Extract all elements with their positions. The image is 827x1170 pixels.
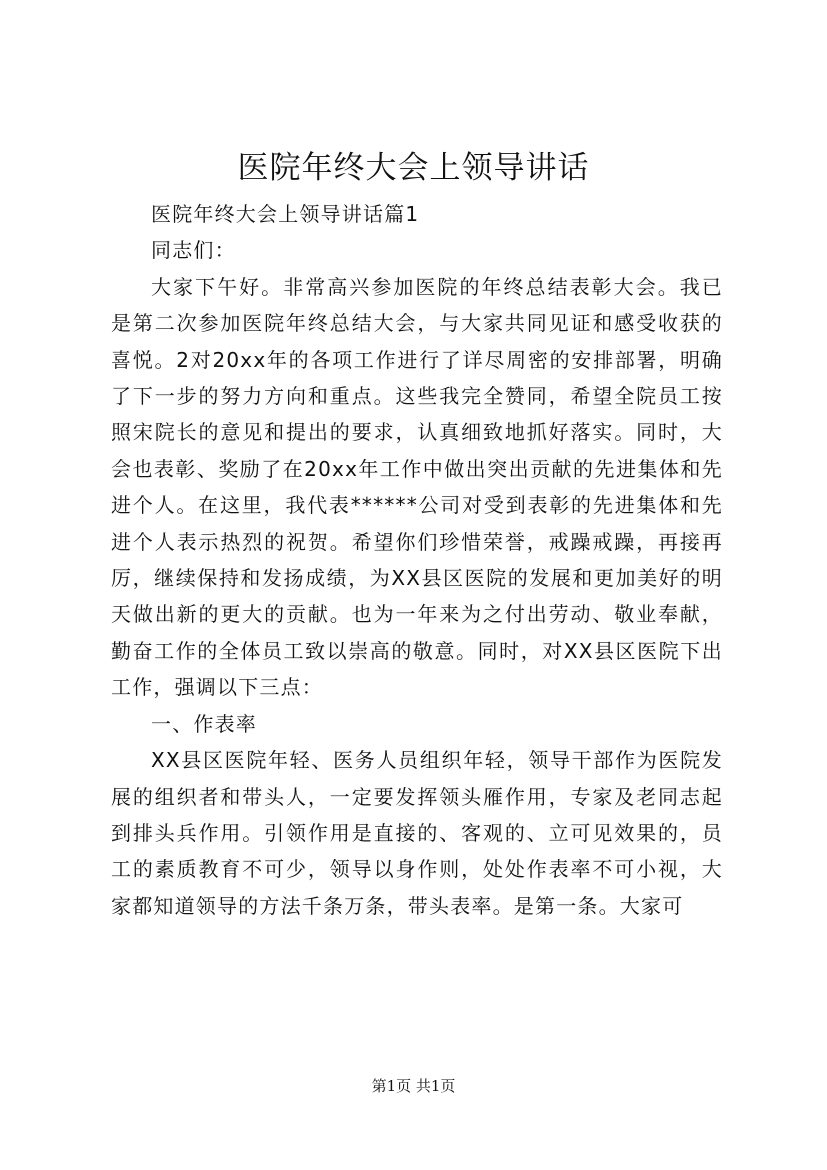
salutation: 同志们： <box>151 238 236 263</box>
subsection-heading: 一、作表率 <box>151 711 257 736</box>
page-footer: 第1页 共1页 <box>371 1077 456 1095</box>
document-body <box>111 196 723 924</box>
document-title: 医院年终大会上领导讲话 <box>237 150 590 186</box>
body-paragraph: XX县区医院年轻、医务人员组织年轻，领导干部作为医院发展的组织者和带头人，一定要发挥领头雁作用，专家及老同志起到排头兵作用。引领作用是直接的、客观的、立可见效果的，员工的素质教育不可少，领导以身作则，处处作表率不可小视，大家都知道领导的方法千条万条，带头表率。是第一条。大家可 <box>111 748 723 918</box>
section-heading: 医院年终大会上领导讲话篇1 <box>151 202 420 226</box>
body-paragraph: 大家下午好。非常高兴参加医院的年终总结表彰大会。我已是第二次参加医院年终总结大会，与大家共同见证和感受收获的喜悦。2对20xx年的各项工作进行了详尽周密的安排部署，明确了下一步的努力方向和重点。这些我完全赞同，希望全院员工按照宋院长的意见和提出的要求，认真细致地抓好落实。同时，大会也表彰、奖励了在20xx年工作中做出突出贡献的先进集体和先进个人。在这里，我代表******公司对受到表彰的先进集体和先进个人表示热烈的祝贺。希望你们珍惜荣誉，戒躁戒躁，再接再厉，继续保持和发扬成绩，为XX县区医院的发展和更加美好的明天做出新的更大的贡献。也为一年来为之付出劳动、敬业奉献，勤奋工作的全体员工致以崇高的敬意。同时，对XX县区医院下出工作，强调以下三点： <box>111 274 723 700</box>
